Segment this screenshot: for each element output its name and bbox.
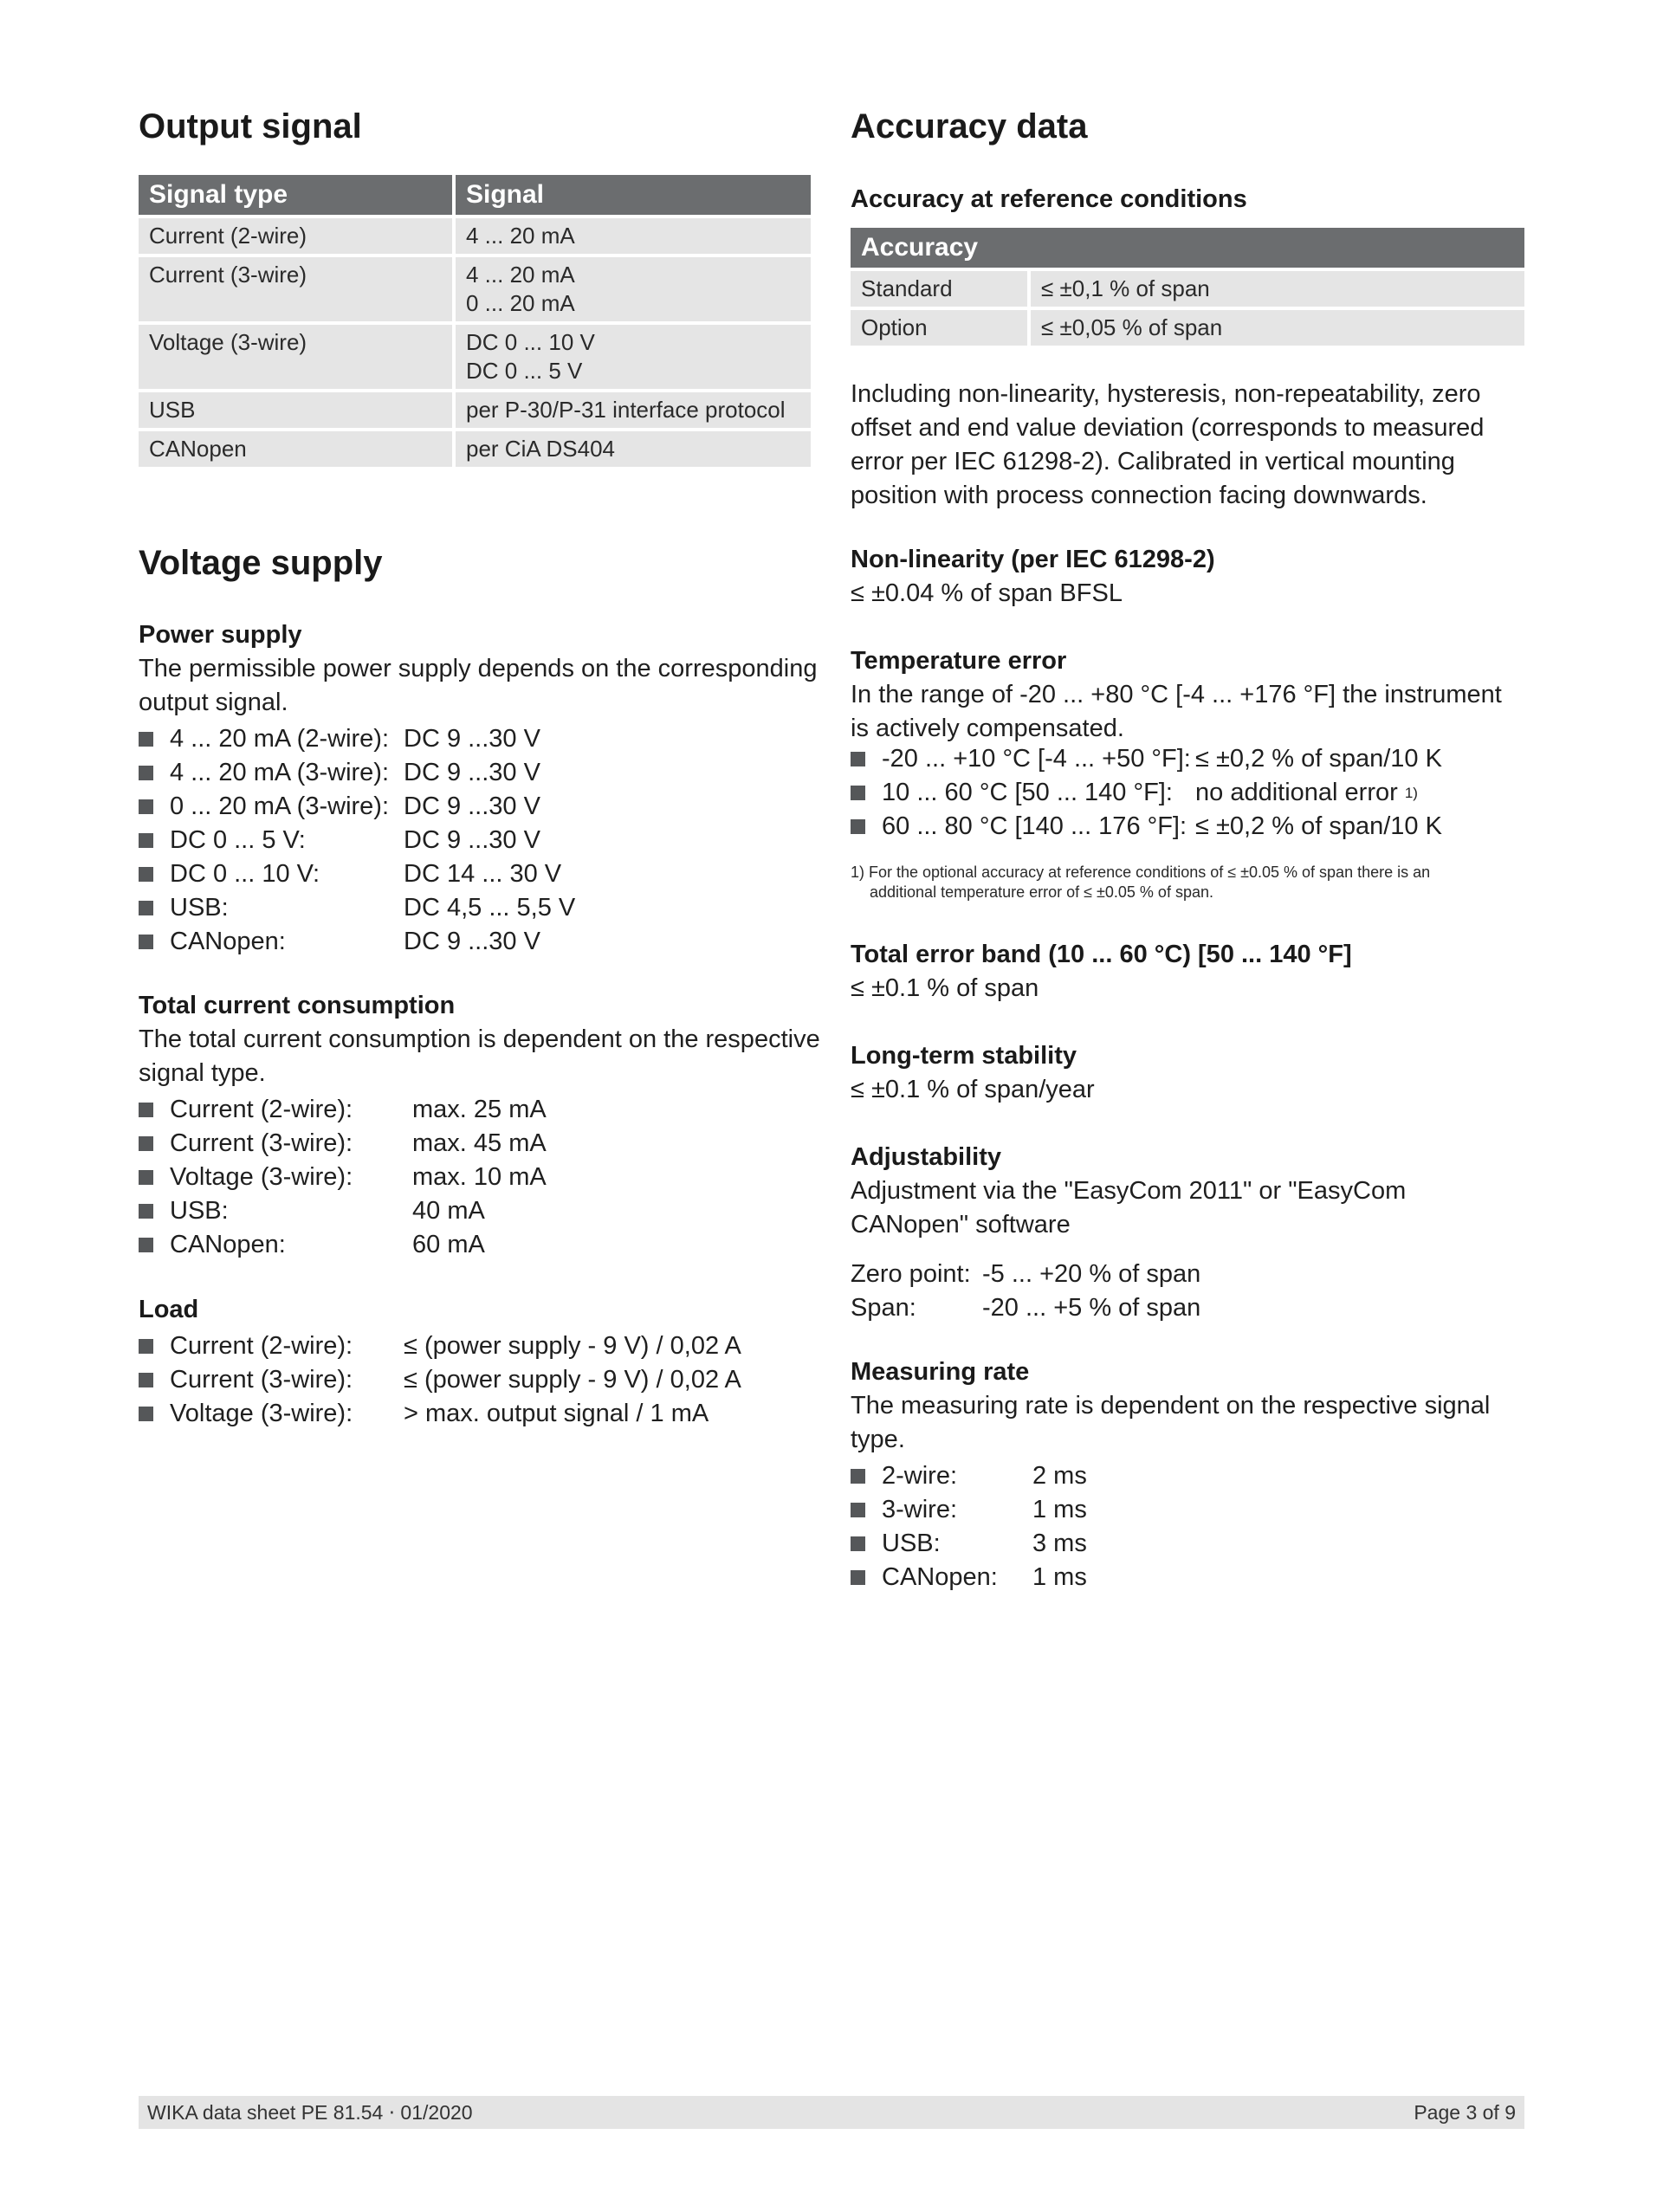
current-consumption-heading: Total current consumption <box>139 992 456 1019</box>
list-item: Voltage (3-wire): max. 10 mA <box>139 1161 547 1194</box>
long-term-stability-value: ≤ ±0.1 % of span/year <box>851 1076 1095 1103</box>
zero-point-row: Zero point: -5 ... +20 % of span <box>851 1260 1201 1288</box>
list-item: 4 ... 20 mA (3-wire): DC 9 ...30 V <box>139 756 575 790</box>
bullet-square-icon <box>851 786 865 800</box>
power-supply-heading: Power supply <box>139 621 302 649</box>
table-row <box>139 392 811 428</box>
table-header-row <box>139 175 811 215</box>
column-header-signal-type: Signal type <box>139 175 452 215</box>
table-row <box>139 325 811 389</box>
list-item: Current (3-wire): max. 45 mA <box>139 1127 547 1161</box>
bullet-square-icon <box>139 1407 153 1421</box>
bullet-square-icon <box>139 1373 153 1387</box>
signal-cell: DC 0 ... 10 V DC 0 ... 5 V <box>456 325 811 389</box>
load-list <box>139 1329 741 1431</box>
total-error-band-heading: Total error band (10 ... 60 °C) [50 ... 140 °F] <box>851 941 1352 968</box>
list-item: CANopen: 60 mA <box>139 1228 547 1262</box>
list-item: 2-wire: 2 ms <box>851 1459 1087 1493</box>
bullet-square-icon <box>851 1503 865 1517</box>
adjustability-values <box>851 1258 1200 1325</box>
list-item: USB: DC 4,5 ... 5,5 V <box>139 891 575 925</box>
temperature-error-list <box>851 742 1442 844</box>
accuracy-table <box>847 224 1528 349</box>
bullet-square-icon <box>851 1469 865 1484</box>
bullet-square-icon <box>851 819 865 834</box>
measuring-rate-heading: Measuring rate <box>851 1358 1030 1386</box>
list-item: DC 0 ... 10 V: DC 14 ... 30 V <box>139 857 575 891</box>
total-error-band-value: ≤ ±0.1 % of span <box>851 974 1039 1002</box>
load-heading: Load <box>139 1296 199 1323</box>
signal-cell: 4 ... 20 mA 0 ... 20 mA <box>456 257 811 321</box>
adjustability-text: Adjustment via the "EasyCom 2011" or "EasyCom CANopen" software <box>851 1177 1407 1239</box>
voltage-supply-heading: Voltage supply <box>139 544 383 582</box>
accuracy-label-cell: Option <box>851 310 1027 346</box>
long-term-stability-heading: Long-term stability <box>851 1042 1077 1070</box>
table-header-row <box>851 228 1524 268</box>
list-item: 0 ... 20 mA (3-wire): DC 9 ...30 V <box>139 790 575 824</box>
list-item: 60 ... 80 °C [140 ... 176 °F]: ≤ ±0,2 % of span/10 K <box>851 810 1442 844</box>
bullet-square-icon <box>139 1136 153 1151</box>
list-item: Current (2-wire): ≤ (power supply - 9 V) / 0,02 A <box>139 1329 741 1363</box>
current-consumption-text: The total current consumption is dependent on the respective signal type. <box>139 1025 820 1087</box>
temperature-footnote: 1) For the optional accuracy at reference conditions of ≤ ±0.05 % of span there is an additional temperature error of ≤ ±0.05 % of span. <box>851 863 1431 901</box>
power-supply-list <box>139 722 575 959</box>
list-item: 3-wire: 1 ms <box>851 1493 1087 1527</box>
bullet-square-icon <box>139 901 153 915</box>
reference-conditions-heading: Accuracy at reference conditions <box>851 185 1247 213</box>
non-linearity-heading: Non-linearity (per IEC 61298-2) <box>851 546 1215 573</box>
power-supply-text: The permissible power supply depends on the corresponding output signal. <box>139 655 818 716</box>
temperature-error-text: In the range of -20 ... +80 °C [-4 ... +176 °F] the instrument is actively compensated. <box>851 681 1502 742</box>
bullet-square-icon <box>139 1204 153 1219</box>
bullet-square-icon <box>851 1536 865 1551</box>
signal-cell: 4 ... 20 mA <box>456 218 811 254</box>
bullet-square-icon <box>851 752 865 766</box>
bullet-square-icon <box>139 867 153 882</box>
page-footer <box>139 2096 1524 2129</box>
list-item: USB: 40 mA <box>139 1194 547 1228</box>
measuring-rate-list <box>851 1459 1087 1594</box>
signal-type-cell: Voltage (3-wire) <box>139 325 452 389</box>
page-number: Page 3 of 9 <box>1414 2100 1516 2124</box>
accuracy-value-cell: ≤ ±0,05 % of span <box>1031 310 1524 346</box>
span-row: Span: -20 ... +5 % of span <box>851 1294 1201 1322</box>
signal-cell: per CiA DS404 <box>456 431 811 467</box>
list-item: -20 ... +10 °C [-4 ... +50 °F]: ≤ ±0,2 % of span/10 K <box>851 742 1442 776</box>
bullet-square-icon <box>139 1339 153 1354</box>
signal-type-cell: CANopen <box>139 431 452 467</box>
signal-cell: per P-30/P-31 interface protocol <box>456 392 811 428</box>
accuracy-data-heading: Accuracy data <box>851 107 1088 146</box>
list-item: Current (2-wire): max. 25 mA <box>139 1093 547 1127</box>
list-item: CANopen: 1 ms <box>851 1561 1087 1594</box>
table-row <box>139 218 811 254</box>
output-signal-heading: Output signal <box>139 107 362 146</box>
bullet-square-icon <box>139 799 153 814</box>
column-header-accuracy: Accuracy <box>851 228 1524 268</box>
bullet-square-icon <box>139 1170 153 1185</box>
table-row <box>851 271 1524 307</box>
adjustability-heading: Adjustability <box>851 1143 1002 1171</box>
bullet-square-icon <box>139 935 153 949</box>
accuracy-value-cell: ≤ ±0,1 % of span <box>1031 271 1524 307</box>
output-signal-table <box>135 171 814 470</box>
signal-type-cell: Current (2-wire) <box>139 218 452 254</box>
list-item: Voltage (3-wire): > max. output signal / 1 mA <box>139 1397 741 1431</box>
list-item: 4 ... 20 mA (2-wire): DC 9 ...30 V <box>139 722 575 756</box>
table-row <box>139 257 811 321</box>
bullet-square-icon <box>139 1238 153 1252</box>
table-row <box>851 310 1524 346</box>
bullet-square-icon <box>139 766 153 780</box>
accuracy-description: Including non-linearity, hysteresis, non-repeatability, zero offset and end value deviation (corresponds to measured error per IEC 61298-2). Calibrated in vertical mounting position with process connection facing downwards. <box>851 380 1485 509</box>
bullet-square-icon <box>139 1103 153 1117</box>
datasheet-id: WIKA data sheet PE 81.54 ⋅ 01/2020 <box>147 2100 473 2124</box>
bullet-square-icon <box>139 833 153 848</box>
signal-type-cell: Current (3-wire) <box>139 257 452 321</box>
list-item: Current (3-wire): ≤ (power supply - 9 V) / 0,02 A <box>139 1363 741 1397</box>
list-item: 10 ... 60 °C [50 ... 140 °F]: no additional error 1) <box>851 776 1442 810</box>
non-linearity-value: ≤ ±0.04 % of span BFSL <box>851 579 1123 607</box>
list-item: CANopen: DC 9 ...30 V <box>139 925 575 959</box>
bullet-square-icon <box>851 1570 865 1585</box>
signal-type-cell: USB <box>139 392 452 428</box>
column-header-signal: Signal <box>456 175 811 215</box>
accuracy-label-cell: Standard <box>851 271 1027 307</box>
list-item: USB: 3 ms <box>851 1527 1087 1561</box>
bullet-square-icon <box>139 732 153 747</box>
table-row <box>139 431 811 467</box>
current-consumption-list <box>139 1093 547 1262</box>
measuring-rate-text: The measuring rate is dependent on the respective signal type. <box>851 1392 1491 1453</box>
temperature-error-heading: Temperature error <box>851 647 1067 675</box>
list-item: DC 0 ... 5 V: DC 9 ...30 V <box>139 824 575 857</box>
